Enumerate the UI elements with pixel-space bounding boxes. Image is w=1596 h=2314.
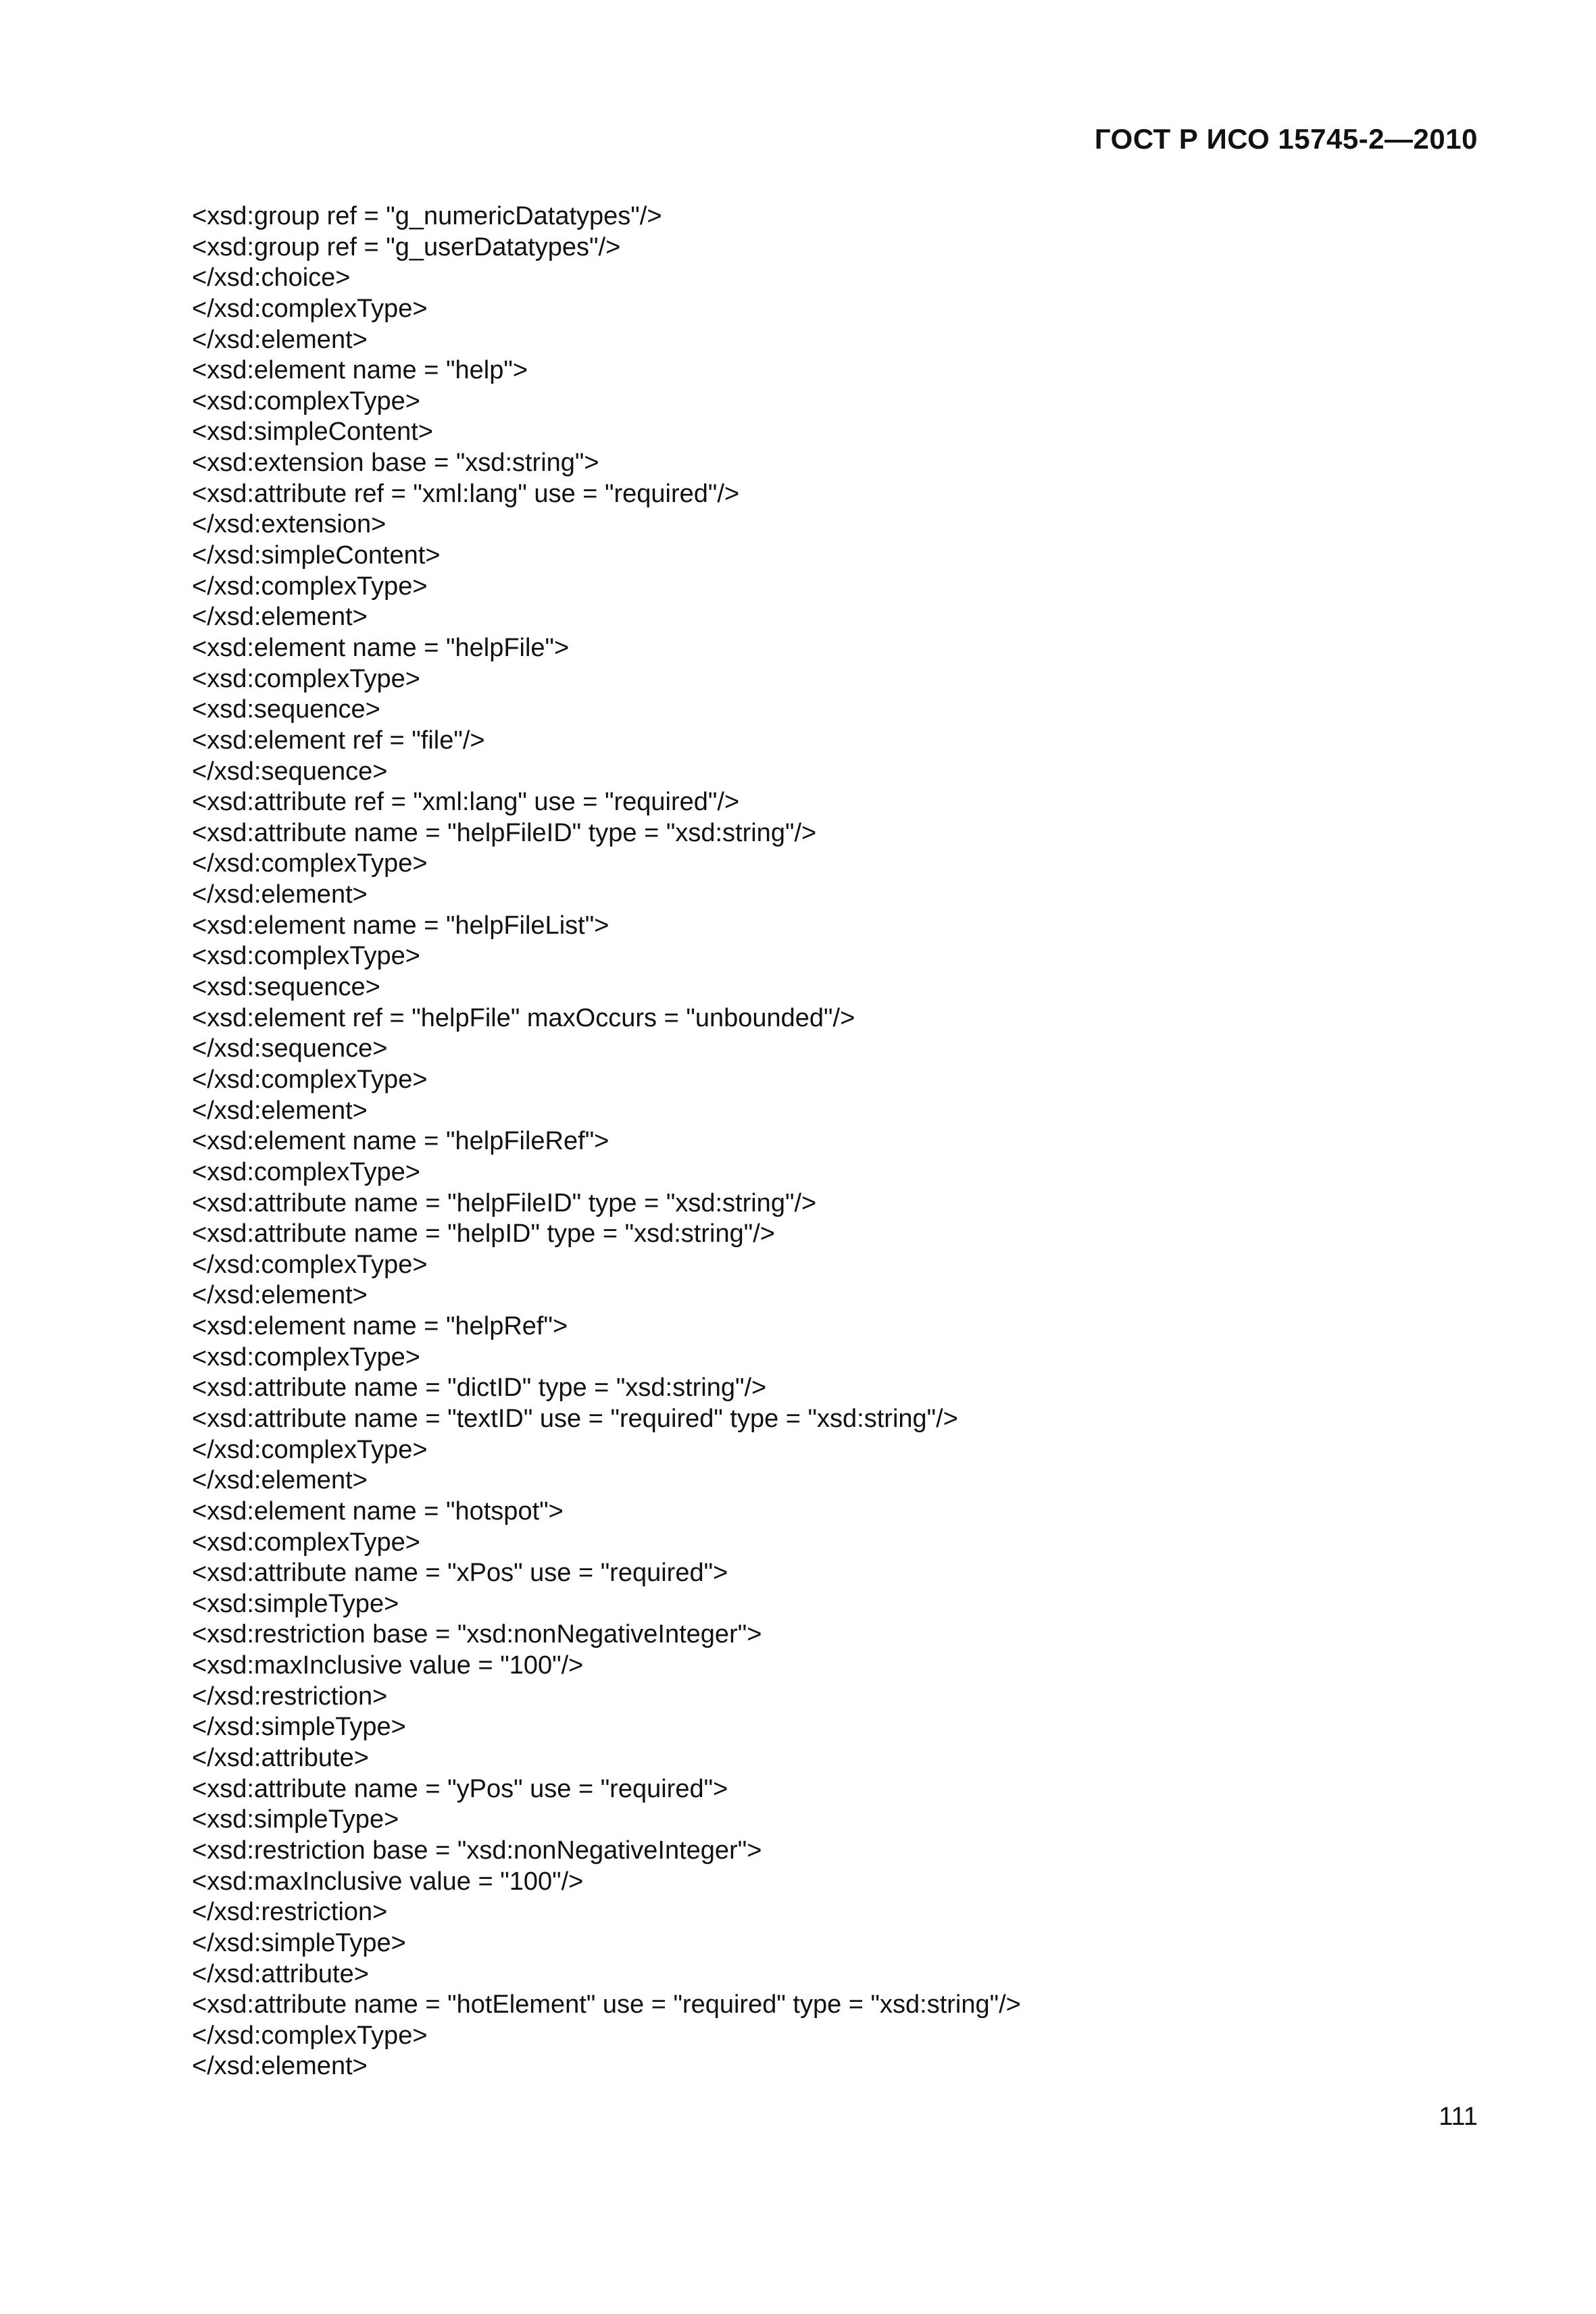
code-line: </xsd:simpleContent>	[192, 541, 441, 570]
xsd-code-listing	[192, 201, 1021, 2082]
code-line: <xsd:attribute name = "textID" use = "required" type = "xsd:string"/>	[192, 1404, 958, 1433]
code-line: </xsd:complexType>	[192, 294, 428, 323]
code-line: </xsd:complexType>	[192, 2021, 428, 2050]
code-line: <xsd:restriction base = "xsd:nonNegativeInteger">	[192, 1836, 762, 1865]
code-line: </xsd:attribute>	[192, 1744, 369, 1773]
code-line: </xsd:extension>	[192, 510, 386, 539]
code-line: <xsd:attribute ref = "xml:lang" use = "required"/>	[192, 479, 740, 508]
code-line: </xsd:element>	[192, 1281, 368, 1310]
code-line: </xsd:sequence>	[192, 757, 388, 786]
code-line: </xsd:simpleType>	[192, 1928, 406, 1957]
code-line: <xsd:extension base = "xsd:string">	[192, 449, 599, 478]
code-line: <xsd:attribute name = "helpFileID" type = "xsd:string"/>	[192, 1188, 817, 1217]
code-line: <xsd:sequence>	[192, 973, 380, 1002]
code-line: <xsd:attribute ref = "xml:lang" use = "required"/>	[192, 788, 740, 817]
code-line: <xsd:attribute name = "helpID" type = "xsd:string"/>	[192, 1219, 775, 1249]
code-line: <xsd:attribute name = "hotElement" use = "required" type = "xsd:string"/>	[192, 1990, 1021, 2019]
code-line: <xsd:attribute name = "dictID" type = "xsd:string"/>	[192, 1374, 767, 1403]
code-line: <xsd:sequence>	[192, 695, 380, 724]
code-line: <xsd:simpleType>	[192, 1589, 399, 1618]
code-line: <xsd:element name = "hotspot">	[192, 1496, 564, 1526]
code-line: <xsd:complexType>	[192, 1528, 420, 1557]
code-line: </xsd:element>	[192, 603, 368, 632]
code-line: <xsd:element name = "helpRef">	[192, 1312, 568, 1341]
code-line: </xsd:complexType>	[192, 572, 428, 601]
code-line: </xsd:simpleType>	[192, 1713, 406, 1742]
code-line: <xsd:element name = "help">	[192, 356, 528, 385]
code-line: </xsd:attribute>	[192, 1959, 369, 1988]
code-line: </xsd:choice>	[192, 263, 351, 293]
page-number: 111	[1439, 2103, 1478, 2131]
code-line: <xsd:complexType>	[192, 664, 420, 693]
code-line: </xsd:element>	[192, 325, 368, 354]
code-line: <xsd:group ref = "g_numericDatatypes"/>	[192, 202, 662, 230]
code-line: <xsd:attribute name = "yPos" use = "required">	[192, 1774, 728, 1803]
code-line: <xsd:element name = "helpFile">	[192, 633, 570, 662]
code-line: </xsd:complexType>	[192, 1065, 428, 1094]
code-line: </xsd:complexType>	[192, 849, 428, 878]
code-line: </xsd:sequence>	[192, 1034, 388, 1063]
code-line: </xsd:restriction>	[192, 1682, 388, 1711]
code-line: <xsd:group ref = "g_userDatatypes"/>	[192, 232, 621, 261]
document-header: ГОСТ Р ИСО 15745-2—2010	[1094, 123, 1478, 155]
code-line: <xsd:element name = "helpFileRef">	[192, 1127, 609, 1156]
code-line: <xsd:complexType>	[192, 1157, 420, 1186]
code-line: <xsd:restriction base = "xsd:nonNegativeInteger">	[192, 1620, 762, 1649]
code-line: </xsd:complexType>	[192, 1250, 428, 1279]
code-line: <xsd:element name = "helpFileList">	[192, 911, 609, 940]
code-line: </xsd:complexType>	[192, 1435, 428, 1464]
code-line: </xsd:element>	[192, 1466, 368, 1495]
code-line: <xsd:complexType>	[192, 1342, 420, 1372]
code-line: <xsd:complexType>	[192, 942, 420, 971]
code-line: </xsd:element>	[192, 1096, 368, 1125]
code-line: <xsd:attribute name = "helpFileID" type = "xsd:string"/>	[192, 818, 817, 847]
code-line: <xsd:maxInclusive value = "100"/>	[192, 1867, 584, 1896]
code-line: <xsd:element ref = "file"/>	[192, 726, 485, 755]
code-line: <xsd:element ref = "helpFile" maxOccurs = "unbounded"/>	[192, 1003, 855, 1032]
code-line: <xsd:complexType>	[192, 386, 420, 416]
code-line: </xsd:element>	[192, 880, 368, 909]
code-line: </xsd:restriction>	[192, 1898, 388, 1927]
code-line: <xsd:maxInclusive value = "100"/>	[192, 1651, 584, 1680]
code-line: </xsd:element>	[192, 2052, 368, 2081]
code-line: <xsd:attribute name = "xPos" use = "required">	[192, 1559, 728, 1588]
code-line: <xsd:simpleType>	[192, 1805, 399, 1834]
code-line: <xsd:simpleContent>	[192, 418, 433, 447]
